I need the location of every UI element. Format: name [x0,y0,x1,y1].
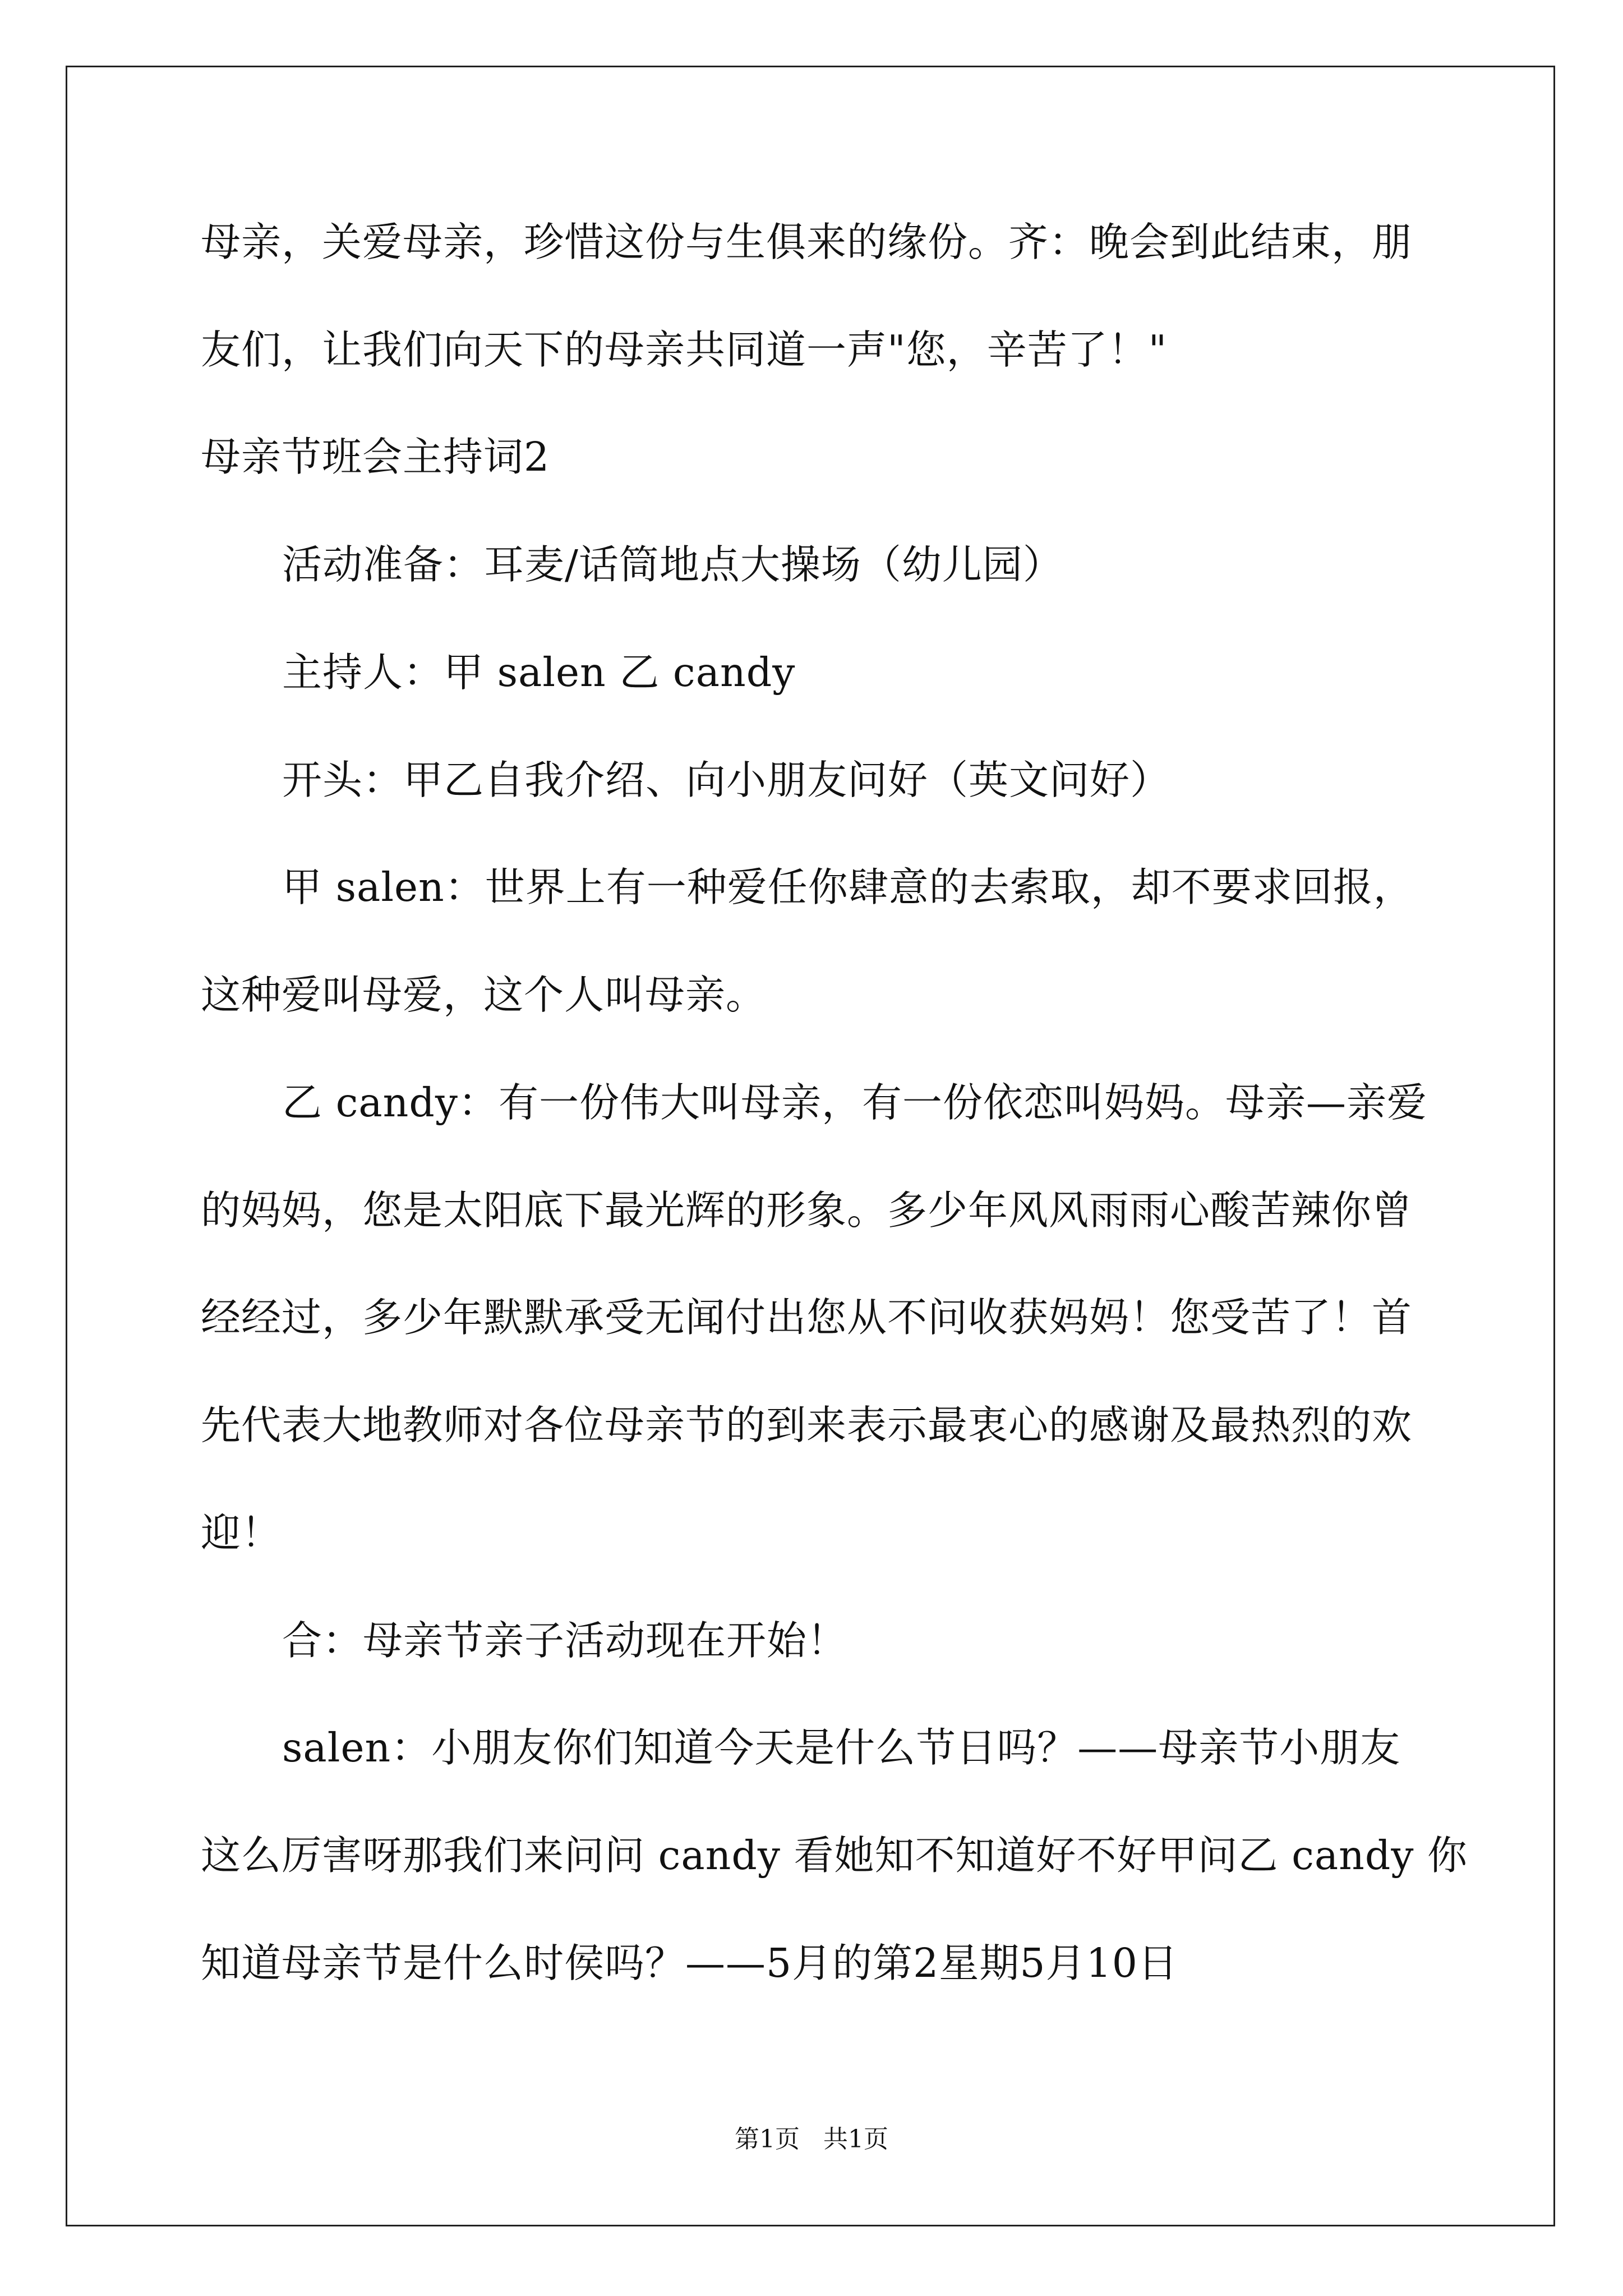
text-line: 先代表大地教师对各位母亲节的到来表示最衷心的感谢及最热烈的欢 [201,1402,1413,1448]
text-line: 迎！ [201,1510,282,1556]
text-line: 这么厉害呀那我们来问问 candy 看她知不知道好不好甲问乙 candy 你 [201,1832,1468,1879]
text-line: 甲 salen：世界上有一种爱任你肆意的去索取，却不要求回报， [282,864,1414,910]
text-line: 活动准备：耳麦/话筒地点大操场（幼儿园） [282,541,1063,588]
text-line: 经经过，多少年默默承受无闻付出您从不问收获妈妈！您受苦了！首 [201,1294,1413,1341]
text-line: 主持人：甲 salen 乙 candy [282,649,796,696]
section-heading: 母亲节班会主持词2 [201,434,550,480]
text-line: 合：母亲节亲子活动现在开始！ [282,1617,848,1664]
text-line: 友们，让我们向天下的母亲共同道一声"您，辛苦了！" [201,326,1168,373]
text-line: 开头：甲乙自我介绍、向小朋友问好（英文问好） [282,757,1171,803]
text-line: 的妈妈，您是太阳底下最光辉的形象。多少年风风雨雨心酸苦辣你曾 [201,1187,1413,1234]
text-line: 知道母亲节是什么时侯吗？——5月的第2星期5月10日 [201,1940,1178,1986]
text-line: 乙 candy：有一份伟大叫母亲，有一份依恋叫妈妈。母亲—亲爱 [282,1079,1427,1126]
text-line: 这种爱叫母爱，这个人叫母亲。 [201,972,767,1018]
text-line: 母亲，关爱母亲，珍惜这份与生俱来的缘份。齐：晚会到此结束，朋 [201,219,1413,265]
page-number-footer: 第1页 共1页 [735,2125,888,2154]
page-border [66,66,1555,2226]
text-line: salen：小朋友你们知道今天是什么节日吗？——母亲节小朋友 [282,1724,1401,1771]
